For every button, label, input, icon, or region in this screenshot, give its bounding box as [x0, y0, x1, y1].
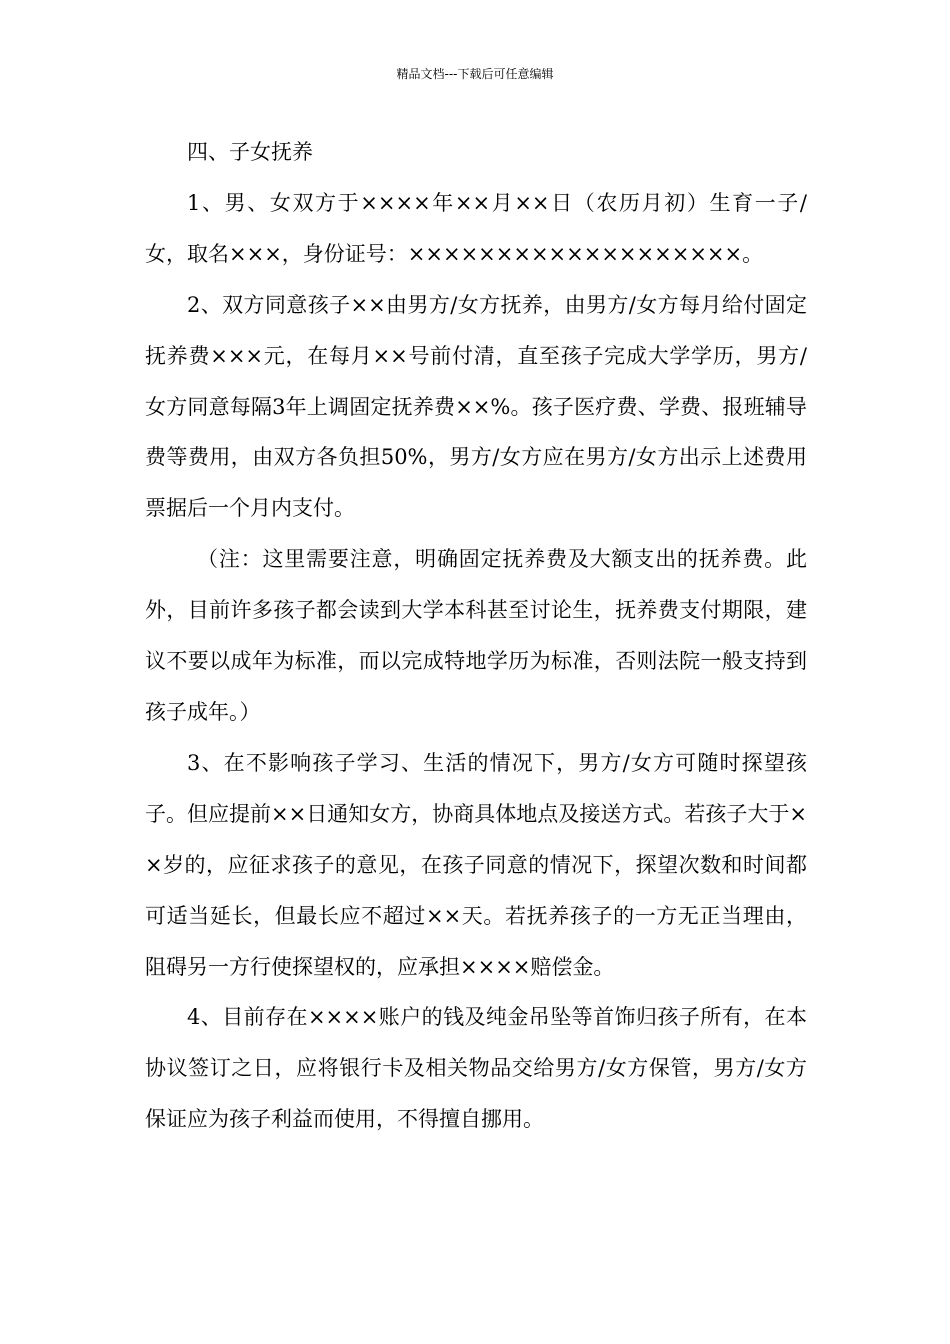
section-title: 四、子女抚养 [187, 140, 313, 164]
document-body [145, 127, 807, 1145]
page-header: 精品文档---下载后可任意编辑 [396, 67, 554, 81]
paragraph-1: 1、男、女双方于××××年××月××日（农历月初）生育一子/女，取名×××，身份证号：×××××××××××××××××××。 [145, 190, 807, 266]
note-paragraph: （注：这里需要注意，明确固定抚养费及大额支出的抚养费。此外，目前许多孩子都会读到大学本科甚至讨论生，抚养费支付期限，建议不要以成年为标准，而以完成特地学历为标准，否则法院一般支持到孩子成年。） [145, 547, 807, 724]
paragraph-2: 2、双方同意孩子××由男方/女方抚养，由男方/女方每月给付固定抚养费×××元，在每月××号前付清，直至孩子完成大学学历，男方/女方同意每隔3年上调固定抚养费××%。孩子医疗费、学费、报班辅导费等费用，由双方各负担50%，男方/女方应在男方/女方出示上述费用票据后一个月内支付。 [145, 292, 807, 521]
paragraph-3: 3、在不影响孩子学习、生活的情况下，男方/女方可随时探望孩子。但应提前××日通知女方，协商具体地点及接送方式。若孩子大于××岁的，应征求孩子的意见，在孩子同意的情况下，探望次数和时间都可适当延长，但最长应不超过××天。若抚养孩子的一方无正当理由，阻碍另一方行使探望权的，应承担××××赔偿金。 [145, 750, 807, 979]
paragraph-4: 4、目前存在××××账户的钱及纯金吊坠等首饰归孩子所有，在本协议签订之日，应将银行卡及相关物品交给男方/女方保管，男方/女方保证应为孩子利益而使用，不得擅自挪用。 [145, 1005, 807, 1132]
